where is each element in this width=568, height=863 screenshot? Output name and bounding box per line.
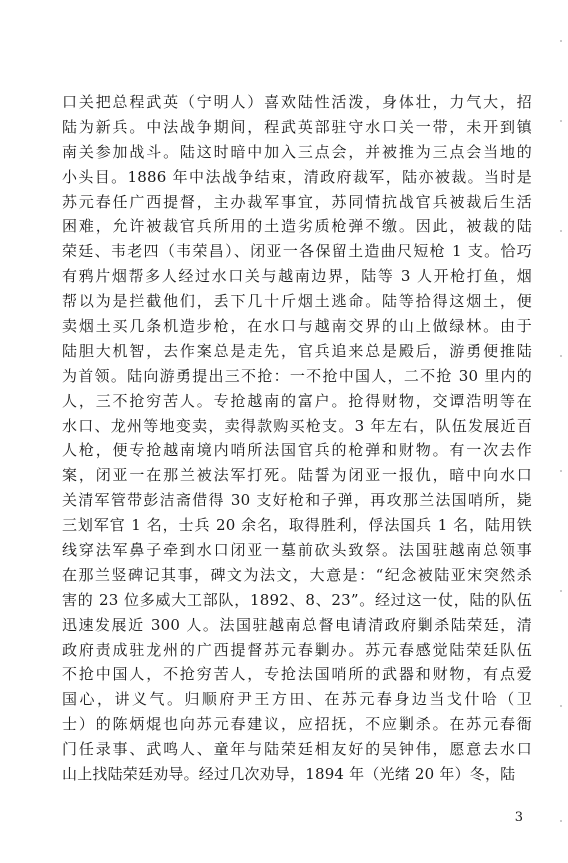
text-line: 案，闭亚一在那兰被法军打死。陆誓为闭亚一报仇，暗中向水口 [62, 466, 532, 485]
text-line: 关清军管带彭洁斋借得 30 支好枪和子弹，再攻那兰法国哨所，毙 [62, 491, 532, 510]
text-line: 山上找陆荣廷劝导。经过几次劝导，1894 年（光绪 20 年）冬，陆 [62, 765, 516, 784]
text-line: 陆胆大机智，去作案总是走先，官兵追来总是殿后，游勇便推陆 [62, 341, 532, 360]
text-line: 门任录事、武鸣人、童年与陆荣廷相友好的吴钟伟，愿意去水口 [62, 740, 532, 759]
text-line: 国心，讲义气。归顺府尹王方田、在苏元春身边当戈什哈（卫 [62, 690, 532, 709]
text-line: 三划军官 1 名，士兵 20 余名，取得胜利，俘法国兵 1 名，陆用铁 [62, 516, 532, 535]
text-line: 害的 23 位多威大工部队，1892、8、23”。经过这一仗，陆的队伍 [62, 590, 532, 609]
text-line: 荣廷、韦老四（韦荣昌）、闭亚一各保留土造曲尺短枪 1 支。恰巧 [62, 242, 532, 261]
text-line: 苏元春任广西提督，主办裁军事宜，苏同情抗战官兵被裁后生活 [62, 192, 532, 211]
text-line: 士）的陈炳焜也向苏元春建议，应招抚，不应剿杀。在苏元春衙 [62, 715, 532, 734]
text-line: 人，三不抢穷苦人。专抢越南的富户。抢得财物，交谭浩明等在 [62, 391, 532, 410]
text-line: 困难，允许被裁官兵所用的土造劣质枪弹不缴。因此，被裁的陆 [62, 217, 532, 236]
page-number: 3 [514, 810, 523, 825]
text-line: 不抢中国人，不抢穷苦人，专抢法国哨所的武器和财物，有点爱 [62, 665, 532, 684]
text-line: 为首领。陆向游勇提出三不抢：一不抢中国人，二不抢 30 里内的 [62, 366, 532, 385]
text-line: 在那兰竖碑记其事，碑文为法文，大意是：“纪念被陆亚宋突然杀 [62, 565, 532, 584]
text-line: 卖烟土买几条机造步枪，在水口与越南交界的山上做绿林。由于 [62, 317, 532, 336]
text-line: 南关参加战斗。陆这时暗中加入三点会，并被推为三点会当地的 [62, 142, 532, 161]
text-line: 政府责成驻龙州的广西提督苏元春剿办。苏元春感觉陆荣廷队伍 [62, 640, 532, 659]
text-line: 迅速发展近 300 人。法国驻越南总督电请清政府剿杀陆荣廷，清 [62, 615, 532, 634]
text-line: 人枪，便专抢越南境内哨所法国官兵的枪弹和财物。有一次去作 [62, 441, 532, 460]
body-text [62, 90, 532, 787]
text-line: 水口、龙州等地变卖，卖得款购买枪支。3 年左右，队伍发展近百 [62, 416, 532, 435]
text-line: 陆为新兵。中法战争期间，程武英部驻守水口关一带，未开到镇 [62, 117, 532, 136]
text-line: 口关把总程武英（宁明人）喜欢陆性活泼，身体壮，力气大，招 [62, 93, 532, 111]
text-line: 小头目。1886 年中法战争结束，清政府裁军，陆亦被裁。当时是 [62, 167, 532, 186]
text-line: 有鸦片烟帮多人经过水口关与越南边界，陆等 3 人开枪打鱼，烟 [62, 267, 532, 286]
text-line: 帮以为是拦截他们，丢下几十斤烟土逃命。陆等拾得这烟土，便 [62, 292, 532, 311]
scan-margin-marks [560, 0, 562, 863]
text-line: 线穿法军鼻子牵到水口闭亚一墓前砍头致祭。法国驻越南总领事 [62, 541, 532, 560]
